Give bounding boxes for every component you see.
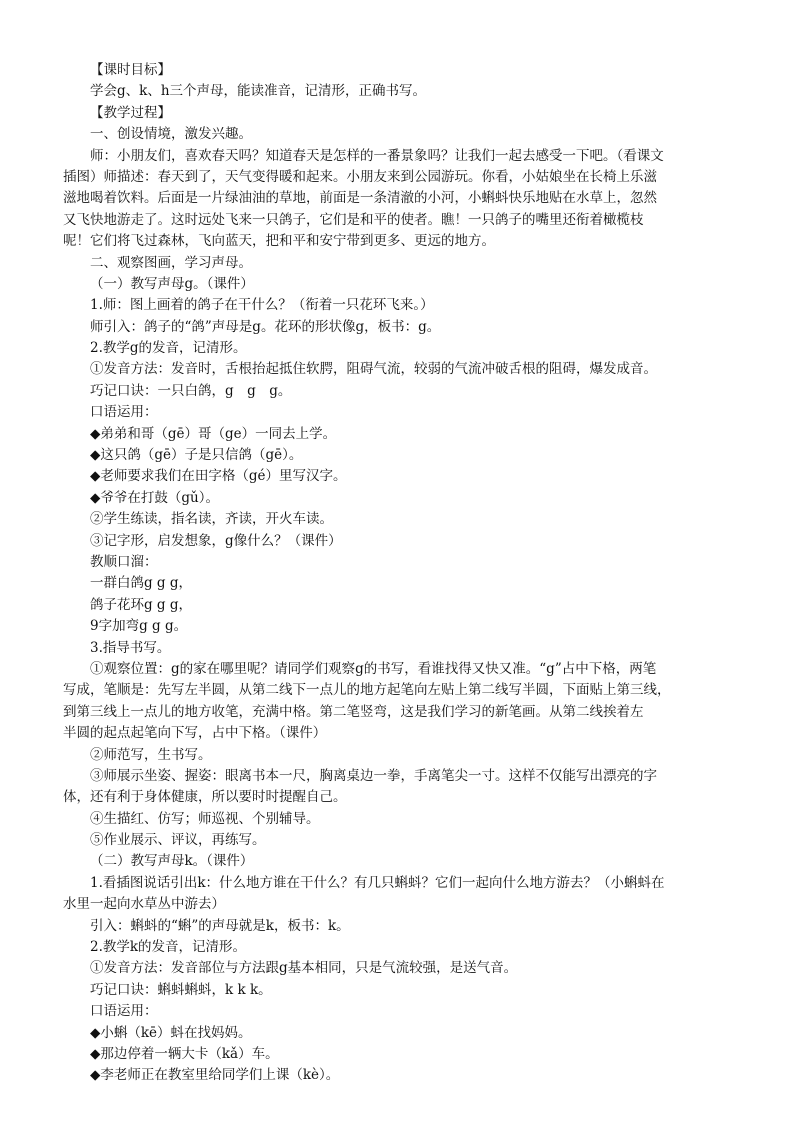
text-line: 一、创设情境，激发兴趣。 xyxy=(90,126,252,143)
text-line: 一群白鸽g g g， xyxy=(90,575,193,592)
text-line: 鸽子花环g g g， xyxy=(90,596,193,613)
text-line: ①观察位置：g的家在哪里呢？请同学们观察g的书写，看谁找得又快又准。“g”占中下格，两笔 xyxy=(90,660,657,677)
text-line: 师引入：鸽子的“鸽”声母是g。花环的形状像g，板书：g。 xyxy=(90,318,441,335)
text-line: 1.看插图说话引出k：什么地方谁在干什么？有几只蝌蚪？它们一起向什么地方游去？（小蝌蚪在 xyxy=(90,874,665,891)
text-line: 滋地喝着饮料。后面是一片绿油油的草地，前面是一条清澈的小河，小蝌蚪快乐地贴在水草上，忽然 xyxy=(63,190,657,207)
section-heading-process: 【教学过程】 xyxy=(90,104,171,121)
text-line: ②学生练读，指名读，齐读，开火车读。 xyxy=(90,511,333,528)
text-line: 到第三线上一点儿的地方收笔，充满中格。第二笔竖弯，这是我们学习的新笔画。从第二线挨着左 xyxy=(63,703,644,720)
text-line: ③师展示坐姿、握姿：眼离书本一尺，胸离桌边一拳，手离笔尖一寸。这样不仅能写出漂亮的字 xyxy=(90,767,657,784)
text-line: 半圆的起点起笔向下写，占中下格。（课件） xyxy=(63,725,327,742)
list-item: ◆小蝌（kē）蚪在找妈妈。 xyxy=(90,1024,252,1041)
text-line: 1.师：图上画着的鸽子在干什么？（衔着一只花环飞来。） xyxy=(90,297,434,314)
text-line: 口语运用： xyxy=(90,404,158,421)
section-heading-objectives: 【课时目标】 xyxy=(90,62,171,78)
list-item: ◆李老师正在教室里给同学们上课（kè）。 xyxy=(90,1067,340,1084)
list-item: ◆爷爷在打鼓（gǔ）。 xyxy=(90,489,219,506)
text-line: 写成，笔顺是：先写左半圆，从第二线下一点儿的地方起笔向左贴上第二线写半圆，下面贴上第三线， xyxy=(63,682,671,699)
text-line: 插图）师描述：春天到了，天气变得暖和起来。小朋友来到公园游玩。你看，小姑娘坐在长椅上乐滋 xyxy=(63,168,657,185)
text-line: 二、观察图画，学习声母。 xyxy=(90,254,252,271)
list-item: ◆这只鸽（gē）子是只信鸽（gē）。 xyxy=(90,447,303,464)
text-line: 2.教学k的发音，记清形。 xyxy=(90,939,247,956)
text-line: 2.教学g的发音，记清形。 xyxy=(90,340,247,357)
text-line: 9字加弯g g g。 xyxy=(90,618,188,635)
text-line: 3.指导书写。 xyxy=(90,639,171,656)
text-line: 巧记口诀：一只白鸽，g g g。 xyxy=(90,382,292,399)
text-line: ①发音方法：发音时，舌根抬起抵住软腭，阻碍气流，较弱的气流冲破舌根的阻碍，爆发成音。 xyxy=(90,361,657,378)
text-line: 巧记口诀：蝌蚪蝌蚪，k k k。 xyxy=(90,981,272,998)
text-line: 又飞快地游走了。这时远处飞来一只鸽子，它们是和平的使者。瞧！一只鸽子的嘴里还衔着橄榄枝 xyxy=(63,211,644,228)
text-line: 水里一起向水草丛中游去） xyxy=(63,896,225,913)
text-line: ⑤作业展示、评议，再练写。 xyxy=(90,832,266,849)
text-line: 学会g、k、h三个声母，能读准音，记清形，正确书写。 xyxy=(90,83,427,100)
list-item: ◆老师要求我们在田字格（gé）里写汉字。 xyxy=(90,468,347,485)
text-line: 口语运用： xyxy=(90,1003,158,1020)
text-line: 师：小朋友们，喜欢春天吗？知道春天是怎样的一番景象吗？让我们一起去感受一下吧。（看课文 xyxy=(90,147,664,164)
lesson-plan-text xyxy=(63,60,730,1087)
text-line: （二）教写声母k。（课件） xyxy=(90,853,254,870)
text-line: 引入：蝌蚪的“蝌”的声母就是k，板书：k。 xyxy=(90,917,350,934)
text-line: ④生描红、仿写；师巡视、个别辅导。 xyxy=(90,810,320,827)
list-item: ◆弟弟和哥（gē）哥（ge）一同去上学。 xyxy=(90,425,337,442)
text-line: ①发音方法：发音部位与方法跟g基本相同，只是气流较强，是送气音。 xyxy=(90,960,518,977)
text-line: （一）教写声母g。（课件） xyxy=(90,275,254,292)
text-line: 体，还有利于身体健康，所以要时时提醒自己。 xyxy=(63,789,347,806)
text-line: 呢！它们将飞过森林，飞向蓝天，把和平和安宁带到更多、更远的地方。 xyxy=(63,233,495,250)
text-line: 教顺口溜： xyxy=(90,553,158,570)
list-item: ◆那边停着一辆大卡（kǎ）车。 xyxy=(90,1045,279,1062)
text-line: ③记字形，启发想象，g像什么？（课件） xyxy=(90,532,342,549)
text-line: ②师范写，生书写。 xyxy=(90,746,212,763)
